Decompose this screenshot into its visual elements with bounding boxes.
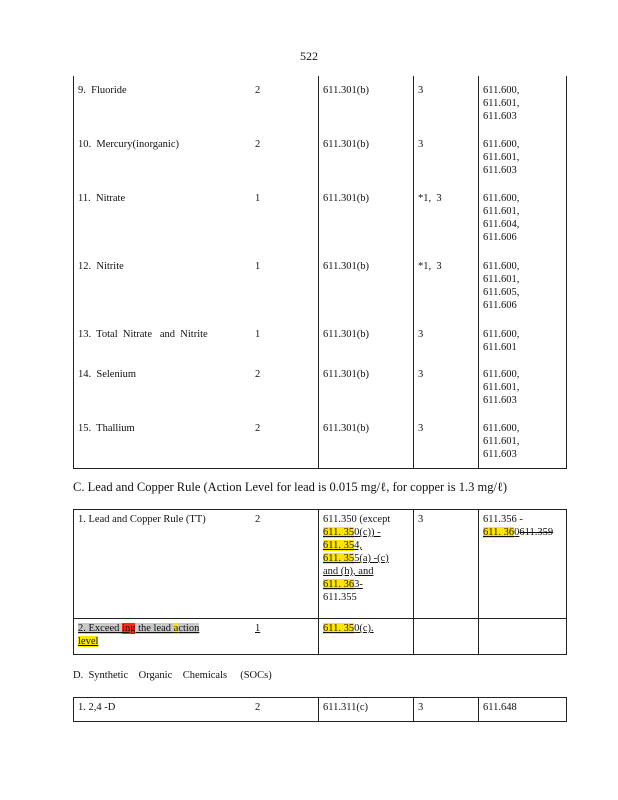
- row-col5: [479, 320, 567, 360]
- table-row: [74, 698, 567, 722]
- row-col4: 3: [414, 698, 479, 722]
- section-ref: 611.603: [483, 395, 517, 406]
- table-row: [74, 130, 567, 184]
- table-row: [74, 510, 567, 619]
- table-row: [74, 360, 567, 414]
- row-col4: 3: [414, 360, 479, 414]
- soc-table: [73, 697, 567, 722]
- section-ref: 611.603: [483, 111, 517, 122]
- section-ref: 611.600,: [483, 329, 520, 340]
- row-col3: 611.301(b): [319, 320, 414, 360]
- section-ref: 611.600,: [483, 261, 520, 272]
- table-row: [74, 252, 567, 320]
- section-ref: 611.600,: [483, 139, 520, 150]
- row-name: 15. Thallium: [78, 423, 135, 434]
- page-number: 522: [300, 49, 318, 63]
- row-col4: [414, 619, 479, 655]
- row-col2: 2: [255, 139, 261, 150]
- contaminants-table: [73, 76, 567, 469]
- row-name: 1. 2,4 -D: [78, 702, 116, 713]
- row-col5: [479, 619, 567, 655]
- row-col5: [479, 252, 567, 320]
- row-col3: 611.301(b): [319, 414, 414, 468]
- row-name: 2. Exceed ing the lead action level: [78, 623, 200, 647]
- row-col5: [479, 130, 567, 184]
- lead-copper-table: [73, 509, 567, 655]
- row-col2: 1: [255, 329, 261, 340]
- row-col5: 611.648: [483, 702, 517, 713]
- row-col4: 3: [414, 130, 479, 184]
- row-col2: 2: [255, 514, 261, 525]
- row-name: 10. Mercury(inorganic): [78, 139, 179, 150]
- table-row: [74, 76, 567, 130]
- row-col5: [479, 414, 567, 468]
- section-ref: 611.601,: [483, 274, 520, 285]
- row-col4: 3: [414, 320, 479, 360]
- row-name: 11. Nitrate: [78, 193, 126, 204]
- row-col3: 611.301(b): [319, 184, 414, 252]
- row-col2: 2: [255, 85, 261, 96]
- section-ref: 611.603: [483, 449, 517, 460]
- row-name: 12. Nitrite: [78, 261, 124, 272]
- section-ref: 611.601: [483, 342, 517, 353]
- row-name: 14. Selenium: [78, 369, 137, 380]
- section-ref: 611.600,: [483, 369, 520, 380]
- section-ref: 611.601,: [483, 152, 520, 163]
- section-d-heading: D. Synthetic Organic Chemicals (SOCs): [73, 670, 272, 681]
- row-col4: 3: [414, 76, 479, 130]
- row-col4: 3: [414, 414, 479, 468]
- section-ref: 611.604,: [483, 219, 520, 230]
- section-ref: 611.600,: [483, 85, 520, 96]
- row-col3: 611.301(b): [319, 252, 414, 320]
- row-col5: [479, 184, 567, 252]
- row-col2: 2: [255, 369, 261, 380]
- row-col4: *1, 3: [414, 184, 479, 252]
- section-c-heading: C. Lead and Copper Rule (Action Level for lead is 0.015 mg/ℓ, for copper is 1.3 mg/ℓ): [73, 480, 508, 494]
- section-ref: 611.603: [483, 165, 517, 176]
- table-row: [74, 320, 567, 360]
- row-name: 1. Lead and Copper Rule (TT): [78, 514, 206, 525]
- row-col5: [479, 360, 567, 414]
- table-row: [74, 619, 567, 655]
- row-col2: 1: [255, 261, 261, 272]
- table-row: [74, 414, 567, 468]
- row-name: 13. Total Nitrate and Nitrite: [78, 329, 208, 340]
- section-ref: 611.601,: [483, 382, 520, 393]
- section-ref: 611.601,: [483, 98, 520, 109]
- row-col4: *1, 3: [414, 252, 479, 320]
- table-row: [74, 184, 567, 252]
- row-col2: 1: [255, 623, 261, 634]
- section-ref: 611.606: [483, 232, 517, 243]
- row-col3: 611. 350(c).: [319, 619, 414, 655]
- section-ref: 611.605,: [483, 287, 520, 298]
- row-col2: 1: [255, 193, 261, 204]
- row-col3: 611.301(b): [319, 76, 414, 130]
- row-col2: 2: [255, 423, 261, 434]
- section-ref: 611.606: [483, 300, 517, 311]
- section-ref: 611.600,: [483, 423, 520, 434]
- row-col2: 2: [255, 702, 261, 713]
- row-col3: 611.311(c): [319, 698, 414, 722]
- row-col3: 611.301(b): [319, 130, 414, 184]
- row-col3: 611.301(b): [319, 360, 414, 414]
- row-col5: 611.356 - 611. 360611.359: [483, 514, 554, 538]
- section-ref: 611.601,: [483, 436, 520, 447]
- section-ref: 611.601,: [483, 206, 520, 217]
- row-name: 9. Fluoride: [78, 85, 127, 96]
- row-col5: [479, 76, 567, 130]
- row-col3: 611.350 (except 611. 350(c)) - 611. 354, 611. 355(a) -(c) and (h), and 611. 363- 611.355: [319, 510, 414, 619]
- row-col4: 3: [414, 510, 479, 619]
- section-ref: 611.600,: [483, 193, 520, 204]
